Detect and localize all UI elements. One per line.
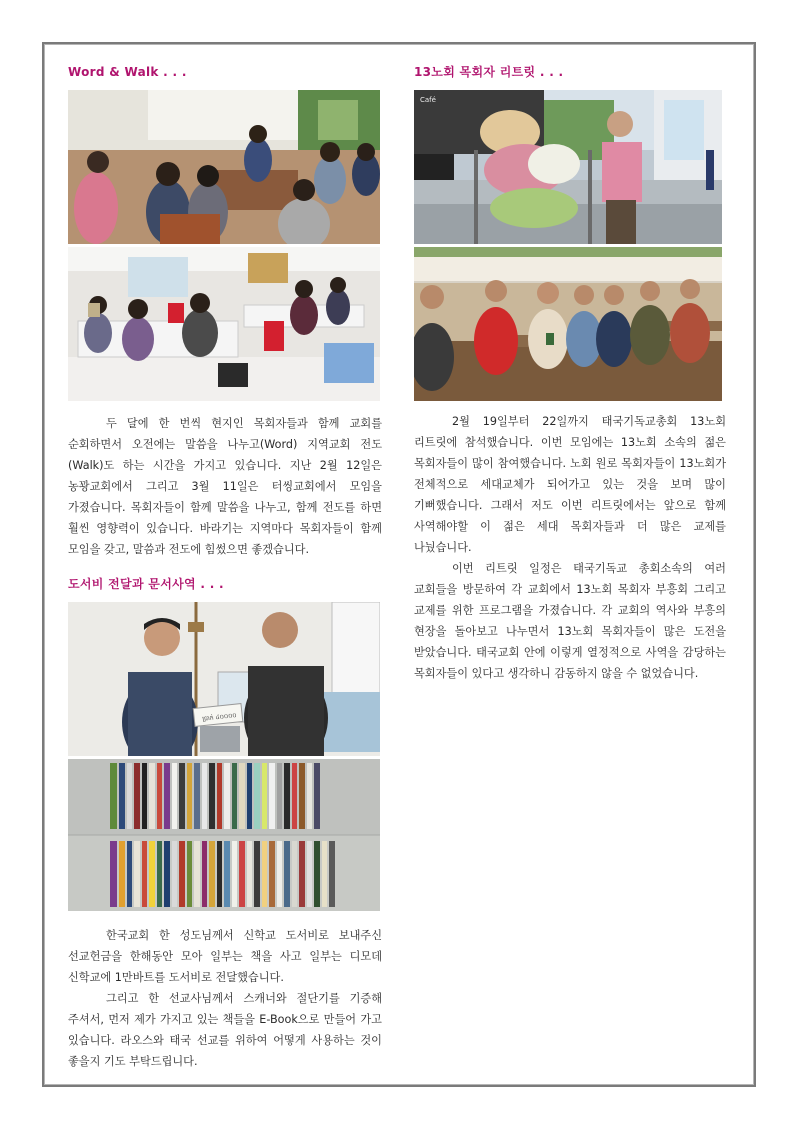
retreat-paragraph-1: 2월 19일부터 22일까지 태국기독교총회 13노회 리트릿에 참석했습니다. 이번 모임에는 13노회 소속의 젊은 목회자들이 많이 참여했습니다. 노회 원로 목회자들이 13노회가 전체적으로 세대교체가 되어가고 있는 것을 보며 많이 기뻐했습니다. 그래서 저도 이번 리트릿에서는 앞으로 함께 사역해야할 이 젊은 세대 목회자들과 더 많은 교제를 나눴습니다.: [414, 415, 726, 554]
retreat-photo-street: [414, 90, 722, 244]
left-column: [68, 62, 382, 1072]
books-paragraph-1: 한국교회 한 성도님께서 신학교 도서비로 보내주신 선교헌금을 한해동안 모아 일부는 책을 사고 일부는 디모데 신학교에 1만바트를 도서비로 전달했습니다.: [68, 929, 382, 984]
books-heading: 도서비 전달과 문서사역 . . .: [68, 577, 224, 591]
retreat-heading: 13노회 목회자 리트릿 . . .: [414, 65, 564, 79]
word-walk-paragraph: 두 달에 한 번씩 현지인 목회자들과 함께 교회를 순회하면서 오전에는 말씀을 나누고(Word) 지역교회 전도(Walk)도 하는 시간을 가지고 있습니다. 지난 2월 12일은 농꽝교회에서 그리고 3월 11일은 터씽교회에서 모임을 가졌습니다. 목회자들이 함께 말씀을 나누고, 함께 전도를 하면 훨씬 영향력이 있습니다. 바라기는 지역마다 목회자들이 함께 모임을 갖고, 말씀과 전도에 힘썼으면 좋겠습니다.: [68, 417, 382, 556]
word-walk-photo-1: [68, 90, 380, 244]
retreat-photo-group: [414, 247, 722, 401]
books-photo-stack: [68, 759, 380, 911]
cafe-sign-text: Café: [420, 96, 436, 104]
retreat-paragraph-2: 이번 리트릿 일정은 태국기독교 총회소속의 여러 교회들을 방문하여 각 교회에서 13노회 목회자 부흥회 그리고 교제를 위한 프로그램을 가졌습니다. 각 교회의 역사와 부흥의 현장을 돌아보고 나누면서 13노회 목회자들이 많은 도전을 받았습니다. 태국교회 안에 이렇게 열정적으로 사역을 감당하는 목회자들이 있다고 생각하니 감동하지 않을 수 없었습니다.: [414, 562, 726, 680]
books-photo-handover: [68, 602, 380, 756]
word-walk-heading: Word & Walk . . .: [68, 65, 187, 79]
word-walk-photo-2: [68, 247, 380, 401]
books-paragraph-2: 그리고 한 선교사님께서 스캐너와 절단기를 기증해 주셔서, 먼저 제가 가지고 있는 책들을 E-Book으로 만들어 가고 있습니다. 라오스와 태국 선교를 위하여 어떻게 사용하는 것이 좋을지 기도 부탁드립니다.: [68, 992, 382, 1068]
right-column: [414, 62, 726, 684]
envelope-label: ប្រាក់ ៤០០០០: [201, 712, 237, 723]
